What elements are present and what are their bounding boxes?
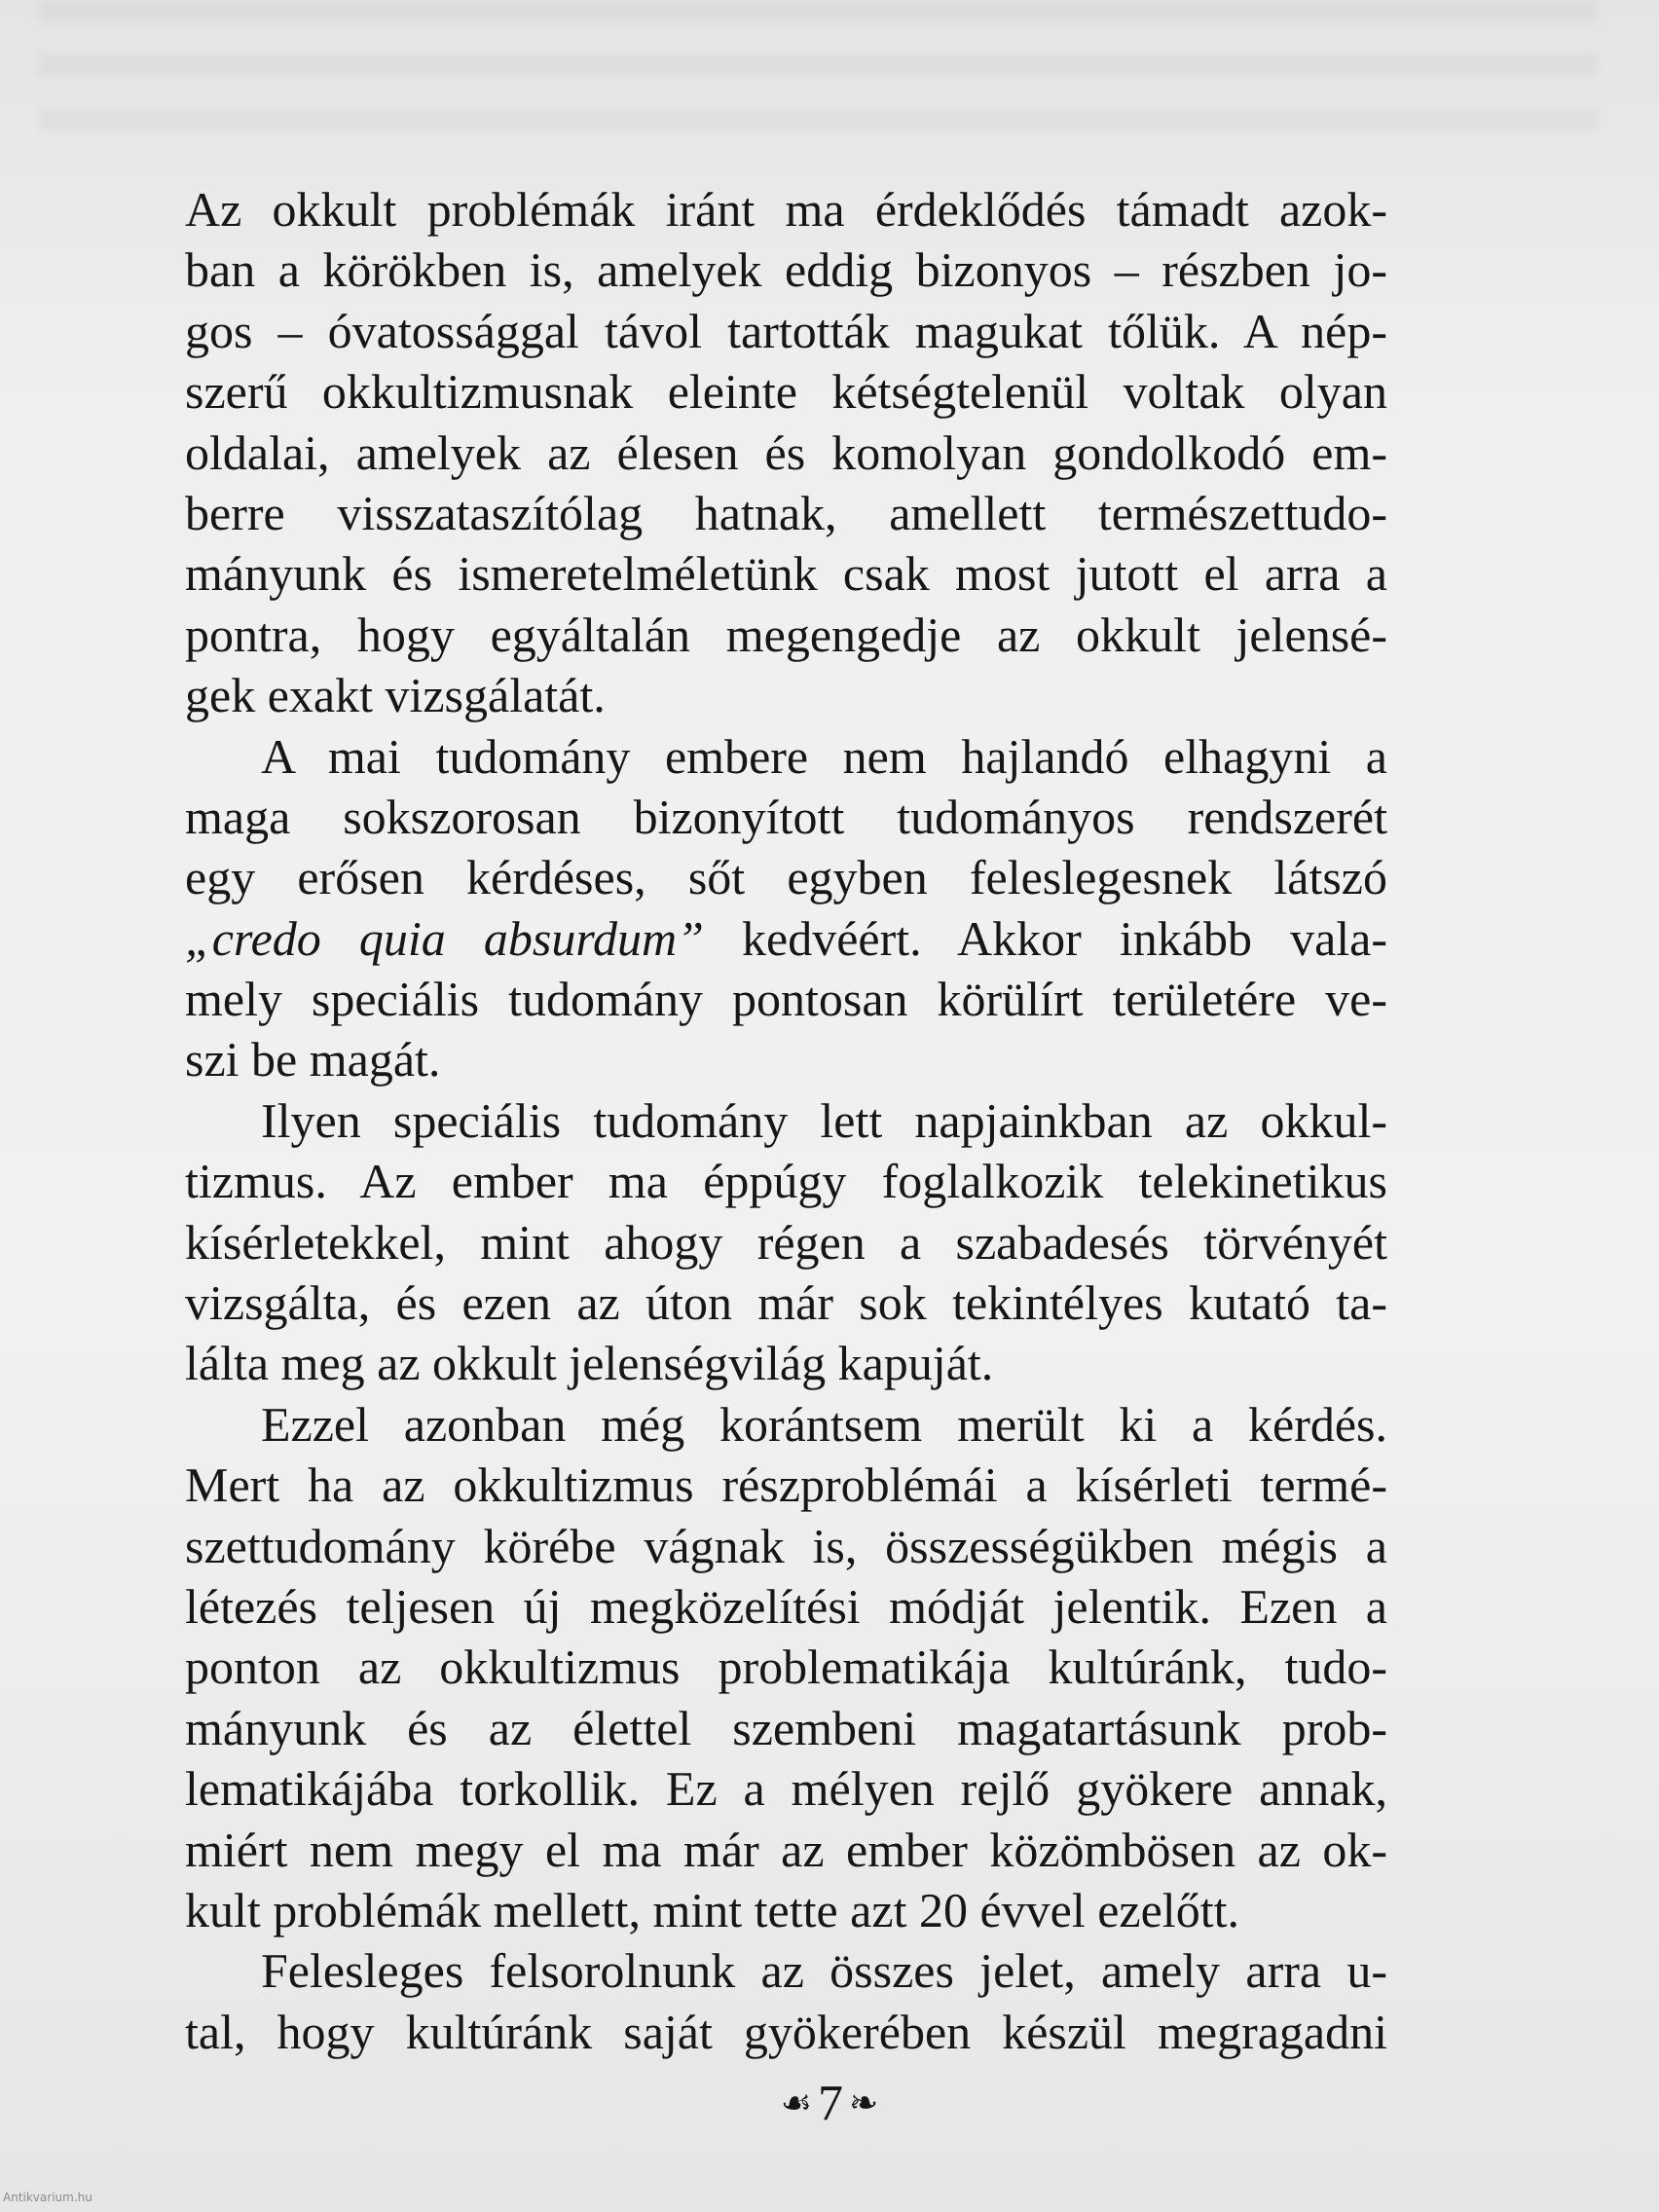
text-line: Ezzel azonban még korántsem merült ki a kérdés. bbox=[261, 1396, 1387, 1452]
italic-phrase: „credo quia absurdum” bbox=[185, 910, 704, 966]
text-line: szettudomány körébe vágnak is, összességükben mégis a bbox=[185, 1518, 1387, 1573]
text-line: mely speciális tudomány pontosan körülírt területére ve- bbox=[185, 972, 1387, 1027]
text-line: Az okkult problémák iránt ma érdeklődés támadt azok- bbox=[185, 182, 1387, 237]
text-line: tizmus. Az ember ma éppúgy foglalkozik telekinetikus bbox=[185, 1154, 1387, 1209]
text-line: szerű okkultizmusnak eleinte kétségtelenül voltak olyan bbox=[185, 364, 1387, 420]
text-line: kult problémák mellett, mint tette azt 20 évvel ezelőtt. bbox=[185, 1882, 1239, 1937]
page-number: 7 bbox=[818, 2075, 844, 2131]
left-fleuron-icon: ☙ bbox=[780, 2083, 813, 2123]
text-line: vizsgálta, és ezen az úton már sok tekintélyes kutató ta- bbox=[185, 1275, 1387, 1331]
text-line: berre visszataszítólag hatnak, amellett természettudo- bbox=[185, 485, 1387, 540]
text-line: gos – óvatossággal távol tartották magukat tőlük. A nép- bbox=[185, 303, 1387, 358]
text-line: Felesleges felsorolnunk az összes jelet, amely arra u- bbox=[261, 1943, 1387, 1999]
text-line: létezés teljesen új megközelítési módját jelentik. Ezen a bbox=[185, 1578, 1387, 1634]
text-line: Ilyen speciális tudomány lett napjainkban az okkul- bbox=[261, 1092, 1387, 1148]
text-line: ponton az okkultizmus problematikája kultúránk, tudo- bbox=[185, 1640, 1387, 1695]
text-line: lálta meg az okkult jelenségvilág kapuját. bbox=[185, 1336, 994, 1391]
text-line: gek exakt vizsgálatát. bbox=[185, 668, 606, 723]
text-line: lematikájába torkollik. Ez a mélyen rejlő gyökere annak, bbox=[185, 1761, 1387, 1817]
text-line: miért nem megy el ma már az ember közömbösen az ok- bbox=[185, 1822, 1387, 1877]
text-line: maga sokszorosan bizonyított tudományos rendszerét bbox=[185, 789, 1387, 844]
right-fleuron-icon: ❧ bbox=[849, 2083, 879, 2123]
text-line: szi be magát. bbox=[185, 1032, 441, 1088]
text-line: egy erősen kérdéses, sőt egyben feleslegesnek látszó bbox=[185, 850, 1387, 905]
body-text bbox=[185, 179, 1387, 2062]
text-line: mányunk és az élettel szembeni magatartásunk prob- bbox=[185, 1700, 1387, 1755]
text-line-rest: kedvéért. Akkor inkább vala- bbox=[742, 910, 1388, 966]
text-line: A mai tudomány embere nem hajlandó elhagyni a bbox=[261, 728, 1387, 784]
text-line: tal, hogy kultúránk saját gyökerében készül megragadni bbox=[185, 2004, 1387, 2059]
text-line bbox=[185, 908, 1387, 969]
text-line: ban a körökben is, amelyek eddig bizonyos – részben jo- bbox=[185, 242, 1387, 298]
text-line: mányunk és ismeretelméletünk csak most jutott el arra a bbox=[185, 546, 1387, 602]
page-number-footer bbox=[0, 2070, 1659, 2132]
text-line: kísérletekkel, mint ahogy régen a szabadesés törvényét bbox=[185, 1214, 1387, 1270]
watermark: Antikvarium.hu bbox=[3, 2191, 92, 2204]
show-through-shadow bbox=[39, 0, 1597, 146]
text-line: oldalai, amelyek az élesen és komolyan gondolkodó em- bbox=[185, 424, 1387, 480]
text-line: Mert ha az okkultizmus részproblémái a kísérleti termé- bbox=[185, 1457, 1387, 1513]
text-line: pontra, hogy egyáltalán megengedje az okkult jelensé- bbox=[185, 607, 1387, 662]
